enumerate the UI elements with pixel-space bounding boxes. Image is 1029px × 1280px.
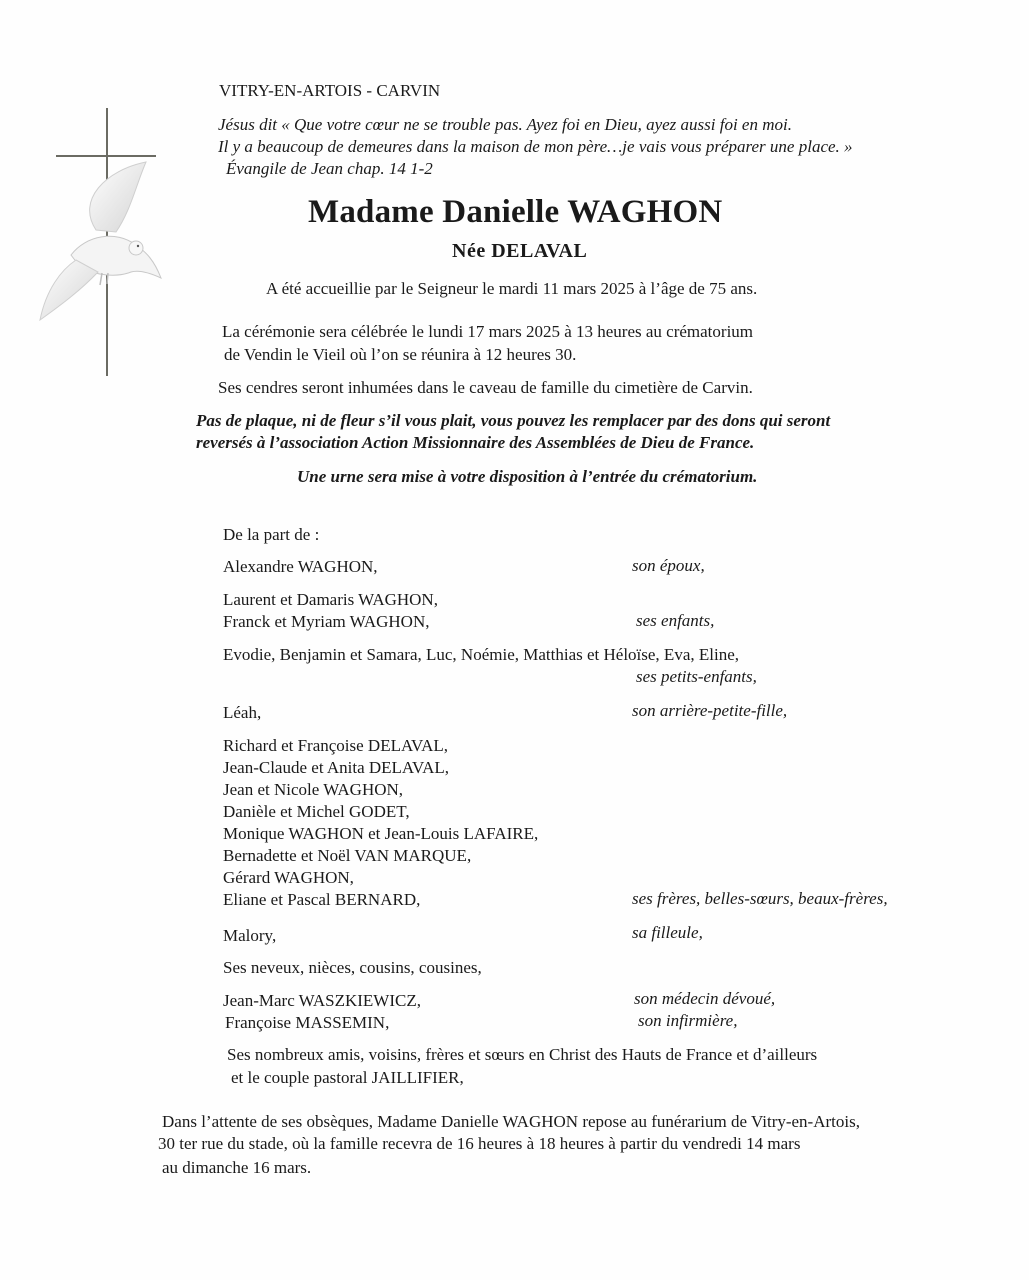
spouse-name: Alexandre WAGHON, [223,557,378,576]
goddaughter-role: sa filleule, [632,923,703,942]
death-notice: A été accueillie par le Seigneur le mardi 11 mars 2025 à l’âge de 75 ans. [266,279,758,298]
cousins-line: Ses neveux, nièces, cousins, cousines, [223,958,482,977]
grandchildren-role: ses petits-enfants, [636,667,757,686]
no-flowers-line-2: reversés à l’association Action Missionnaire des Assemblées de Dieu de France. [196,433,755,452]
children-name-1: Laurent et Damaris WAGHON, [223,590,438,609]
spouse-role: son époux, [632,556,705,575]
sibling-name: Bernadette et Noël VAN MARQUE, [223,846,472,865]
friends-line-1: Ses nombreux amis, voisins, frères et sœurs en Christ des Hauts de France et d’ailleurs [227,1045,818,1064]
sibling-name: Eliane et Pascal BERNARD, [223,890,421,909]
sibling-name: Monique WAGHON et Jean-Louis LAFAIRE, [223,824,539,843]
friends-line-2: et le couple pastoral JAILLIFIER, [231,1068,464,1087]
great-grandchild-name: Léah, [223,703,262,722]
ashes-notice: Ses cendres seront inhumées dans le caveau de famille du cimetière de Carvin. [218,378,753,397]
verse-reference: Évangile de Jean chap. 14 1-2 [226,159,433,178]
siblings-role: ses frères, belles-sœurs, beaux-frères, [632,889,888,908]
goddaughter-name: Malory, [223,926,277,945]
doctor-name: Jean-Marc WASZKIEWICZ, [223,991,421,1010]
sibling-name: Richard et Françoise DELAVAL, [223,736,449,755]
footer-line-2: 30 ter rue du stade, où la famille recevra de 16 heures à 18 heures à partir du vendredi 14 mars [158,1134,801,1153]
ceremony-line-1: La cérémonie sera célébrée le lundi 17 mars 2025 à 13 heures au crématorium [222,322,754,341]
verse-line-1: Jésus dit « Que votre cœur ne se trouble pas. Ayez foi en Dieu, ayez aussi foi en moi. [218,115,792,134]
family-intro: De la part de : [223,525,320,544]
dove-icon [36,160,166,325]
location-heading: VITRY-EN-ARTOIS - CARVIN [219,81,441,100]
deceased-name: Madame Danielle WAGHON [308,194,723,230]
footer-line-1: Dans l’attente de ses obsèques, Madame Danielle WAGHON repose au funérarium de Vitry-en-Artois, [162,1112,860,1131]
no-flowers-line-1: Pas de plaque, ni de fleur s’il vous plait, vous pouvez les remplacer par des dons qui seront [196,411,831,430]
grandchildren-names: Evodie, Benjamin et Samara, Luc, Noémie, Matthias et Héloïse, Eva, Eline, [223,645,739,664]
nurse-name: Françoise MASSEMIN, [225,1013,390,1032]
ceremony-line-2: de Vendin le Vieil où l’on se réunira à 12 heures 30. [224,345,577,364]
footer-line-3: au dimanche 16 mars. [162,1158,312,1177]
sibling-name: Jean-Claude et Anita DELAVAL, [223,758,449,777]
cross-horizontal-bar [56,155,156,157]
children-role: ses enfants, [636,611,715,630]
verse-line-2: Il y a beaucoup de demeures dans la maison de mon père…je vais vous préparer une place. » [218,137,853,156]
doctor-role: son médecin dévoué, [634,989,776,1008]
sibling-name: Gérard WAGHON, [223,868,354,887]
sibling-name: Jean et Nicole WAGHON, [223,780,404,799]
maiden-name: Née DELAVAL [452,240,588,262]
urn-notice: Une urne sera mise à votre disposition à l’entrée du crématorium. [297,467,758,486]
great-grandchild-role: son arrière-petite-fille, [632,701,788,720]
sibling-name: Danièle et Michel GODET, [223,802,410,821]
children-name-2: Franck et Myriam WAGHON, [223,612,430,631]
nurse-role: son infirmière, [638,1011,738,1030]
